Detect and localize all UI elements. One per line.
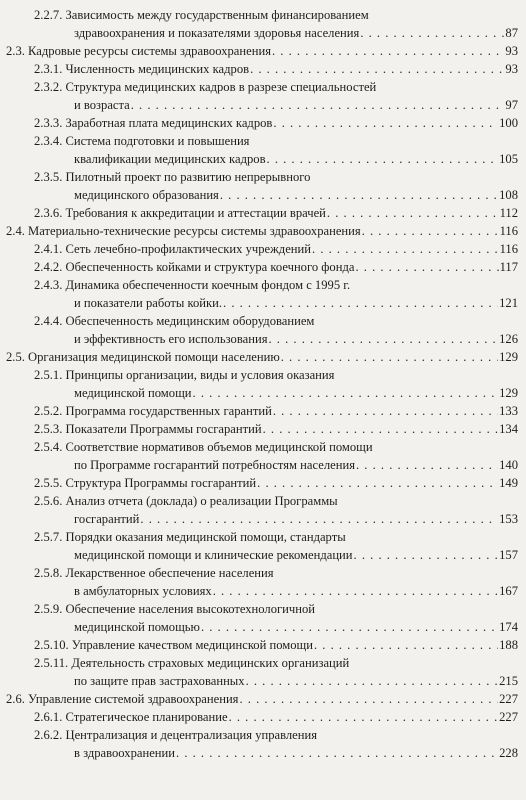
- toc-page-number: 97: [505, 98, 518, 112]
- toc-entry-title: 2.2.7. Зависимость между государственным финансированием: [34, 8, 369, 22]
- toc-entry-line: [0, 258, 526, 276]
- dot-leader: [362, 222, 499, 240]
- dot-leader: [239, 690, 498, 708]
- toc-entry-title: медицинской помощи: [74, 386, 192, 400]
- toc-page-number: 100: [499, 116, 518, 130]
- toc-entry-line: [0, 546, 526, 564]
- toc-page-number: 93: [505, 44, 518, 58]
- dot-leader: [246, 672, 499, 690]
- toc-entry[interactable]: [0, 276, 526, 312]
- toc-entry[interactable]: [0, 726, 526, 762]
- toc-entry-title: 2.5.8. Лекарственное обеспечение населения: [34, 566, 274, 580]
- toc-page-number: 134: [499, 422, 518, 436]
- toc-entry[interactable]: [0, 708, 526, 726]
- toc-entry[interactable]: [0, 420, 526, 438]
- dot-leader: [140, 510, 498, 528]
- toc-page-number: 133: [499, 404, 518, 418]
- toc-entry-title: медицинского образования: [74, 188, 219, 202]
- toc-entry-line: [0, 510, 526, 528]
- toc-entry[interactable]: [0, 6, 526, 42]
- toc-entry-title: 2.3.1. Численность медицинских кадров: [34, 62, 250, 76]
- toc-entry-line: [0, 222, 526, 240]
- toc-page-number: 228: [499, 746, 518, 760]
- dot-leader: [269, 330, 499, 348]
- toc-entry-title: 2.3. Кадровые ресурсы системы здравоохранения: [6, 44, 271, 58]
- toc-entry-line: [0, 60, 526, 78]
- toc-page-number: 215: [499, 674, 518, 688]
- toc-entry-title: 2.5.5. Структура Программы госгарантий: [34, 476, 257, 490]
- toc-entry-line: [0, 438, 526, 456]
- dot-leader: [201, 618, 498, 636]
- toc-page-number: 129: [499, 350, 518, 364]
- toc-entry-line: [0, 96, 526, 114]
- toc-entry-line: [0, 654, 526, 672]
- toc-page-number: 121: [499, 296, 518, 310]
- dot-leader: [193, 384, 499, 402]
- dot-leader: [176, 744, 498, 762]
- toc-page-number: 140: [499, 458, 518, 472]
- toc-entry-line: [0, 150, 526, 168]
- toc-entry-title: 2.4.2. Обеспеченность койками и структура коечного фонда: [34, 260, 355, 274]
- toc-entry-title: 2.5.9. Обеспечение населения высокотехнологичной: [34, 602, 316, 616]
- toc-entry-line: [0, 132, 526, 150]
- toc-page-number: 227: [499, 710, 518, 724]
- dot-leader: [327, 204, 499, 222]
- toc-entry[interactable]: [0, 528, 526, 564]
- toc-entry-title: 2.4.3. Динамика обеспеченности коечным фондом с 1995 г.: [34, 278, 351, 292]
- toc-entry-title: квалификации медицинских кадров: [74, 152, 266, 166]
- toc-entry[interactable]: [0, 600, 526, 636]
- toc-entry-title: 2.3.5. Пилотный проект по развитию непрерывного: [34, 170, 311, 184]
- toc-entry-line: [0, 672, 526, 690]
- toc-page-number: 227: [499, 692, 518, 706]
- toc-entry-title: 2.6. Управление системой здравоохранения: [6, 692, 239, 706]
- dot-leader: [213, 582, 498, 600]
- dot-leader: [229, 708, 499, 726]
- toc-page-number: 87: [505, 26, 518, 40]
- dot-leader: [257, 474, 498, 492]
- dot-leader: [223, 294, 498, 312]
- toc-entry-title: и возраста: [74, 98, 130, 112]
- dot-leader: [220, 186, 498, 204]
- toc-entry[interactable]: [0, 474, 526, 492]
- toc-entry-line: [0, 492, 526, 510]
- toc-entry[interactable]: [0, 168, 526, 204]
- toc-entry-line: [0, 312, 526, 330]
- dot-leader: [356, 456, 498, 474]
- toc-page-number: 188: [499, 638, 518, 652]
- toc-entry-line: [0, 402, 526, 420]
- dot-leader: [273, 114, 498, 132]
- toc-entry[interactable]: [0, 438, 526, 474]
- toc-entry-title: 2.5.6. Анализ отчета (доклада) о реализации Программы: [34, 494, 338, 508]
- toc-page-number: 93: [505, 62, 518, 76]
- toc-entry[interactable]: [0, 690, 526, 708]
- toc-entry-title: 2.5.7. Порядки оказания медицинской помощи, стандарты: [34, 530, 346, 544]
- toc-entry-line: [0, 168, 526, 186]
- toc-entry-title: 2.3.2. Структура медицинских кадров в разрезе специальностей: [34, 80, 377, 94]
- toc-entry[interactable]: [0, 654, 526, 690]
- dot-leader: [314, 636, 498, 654]
- toc-entry-line: [0, 240, 526, 258]
- toc-entry-line: [0, 114, 526, 132]
- toc-page-number: 153: [499, 512, 518, 526]
- toc-entry-title: 2.4.1. Сеть лечебно-профилактических учреждений: [34, 242, 312, 256]
- toc-entry-title: 2.5. Организация медицинской помощи населению: [6, 350, 280, 364]
- toc-entry-title: 2.6.2. Централизация и децентрализация управления: [34, 728, 318, 742]
- toc-entry-title: 2.3.6. Требования к аккредитации и аттестации врачей: [34, 206, 326, 220]
- toc-entry-title: медицинской помощью: [74, 620, 200, 634]
- toc-entry[interactable]: [0, 366, 526, 402]
- toc-entry-title: 2.4. Материально-технические ресурсы системы здравоохранения: [6, 224, 361, 238]
- toc-entry[interactable]: [0, 132, 526, 168]
- dot-leader: [263, 420, 499, 438]
- toc-entry-title: 2.6.1. Стратегическое планирование: [34, 710, 228, 724]
- toc-entry-line: [0, 564, 526, 582]
- toc-entry-line: [0, 618, 526, 636]
- dot-leader: [131, 96, 505, 114]
- toc-entry-title: 2.5.3. Показатели Программы госгарантий: [34, 422, 262, 436]
- toc-entry-line: [0, 690, 526, 708]
- toc-entry-title: медицинской помощи и клинические рекомендации: [74, 548, 353, 562]
- toc-entry-line: [0, 528, 526, 546]
- toc-entry-title: 2.5.1. Принципы организации, виды и условия оказания: [34, 368, 335, 382]
- toc-entry[interactable]: [0, 312, 526, 348]
- toc-entry-line: [0, 6, 526, 24]
- toc-entry[interactable]: [0, 564, 526, 600]
- toc-entry-title: 2.5.11. Деятельность страховых медицинских организаций: [34, 656, 350, 670]
- toc-entry-line: [0, 600, 526, 618]
- dot-leader: [360, 24, 504, 42]
- toc-entry[interactable]: [0, 258, 526, 276]
- toc-entry-line: [0, 456, 526, 474]
- toc-entry-line: [0, 708, 526, 726]
- dot-leader: [281, 348, 498, 366]
- toc-entry-title: и эффективность его использования: [74, 332, 268, 346]
- toc-entry[interactable]: [0, 348, 526, 366]
- toc-entry-line: [0, 744, 526, 762]
- toc-page-number: 157: [499, 548, 518, 562]
- toc-entry-line: [0, 204, 526, 222]
- toc-entry-title: в амбулаторных условиях: [74, 584, 212, 598]
- toc-entry-line: [0, 186, 526, 204]
- toc-entry[interactable]: [0, 204, 526, 222]
- toc-entry[interactable]: [0, 222, 526, 240]
- toc-entry-line: [0, 582, 526, 600]
- toc-entry-line: [0, 330, 526, 348]
- dot-leader: [250, 60, 504, 78]
- toc-entry[interactable]: [0, 114, 526, 132]
- toc-entry-title: здравоохранения и показателями здоровья населения: [74, 26, 360, 40]
- toc-page-number: 116: [499, 224, 518, 238]
- toc-entry-title: и показатели работы койки.: [74, 296, 223, 310]
- toc-entry-line: [0, 726, 526, 744]
- toc-page-number: 117: [499, 260, 518, 274]
- toc-entry-title: 2.5.2. Программа государственных гарантий: [34, 404, 272, 418]
- dot-leader: [355, 258, 498, 276]
- toc-entry-title: 2.5.10. Управление качеством медицинской помощи: [34, 638, 313, 652]
- toc-entry[interactable]: [0, 240, 526, 258]
- toc-entry-title: 2.3.4. Система подготовки и повышения: [34, 134, 250, 148]
- dot-leader: [312, 240, 499, 258]
- toc-entry-line: [0, 24, 526, 42]
- toc-entry-title: по защите прав застрахованных: [74, 674, 245, 688]
- toc-entry-line: [0, 42, 526, 60]
- toc-entry-line: [0, 294, 526, 312]
- toc-entry-line: [0, 276, 526, 294]
- toc-entry-line: [0, 366, 526, 384]
- toc-page-number: 112: [499, 206, 518, 220]
- toc-entry[interactable]: [0, 42, 526, 60]
- toc-page-number: 116: [499, 242, 518, 256]
- toc-entry-line: [0, 636, 526, 654]
- toc-entry-title: по Программе госгарантий потребностям населения: [74, 458, 355, 472]
- dot-leader: [273, 402, 498, 420]
- toc-entry-line: [0, 420, 526, 438]
- toc-entry-line: [0, 474, 526, 492]
- toc-page-number: 174: [499, 620, 518, 634]
- toc-entry[interactable]: [0, 636, 526, 654]
- toc-entry[interactable]: [0, 402, 526, 420]
- toc-entry-title: 2.3.3. Заработная плата медицинских кадров: [34, 116, 273, 130]
- toc-page-number: 129: [499, 386, 518, 400]
- toc-entry-line: [0, 78, 526, 96]
- toc-entry[interactable]: [0, 78, 526, 114]
- toc-entry[interactable]: [0, 492, 526, 528]
- toc-entry-title: 2.4.4. Обеспеченность медицинским оборудованием: [34, 314, 315, 328]
- toc-entry-title: в здравоохранении: [74, 746, 176, 760]
- toc-page-number: 167: [499, 584, 518, 598]
- toc-page-number: 108: [499, 188, 518, 202]
- toc-page-number: 126: [499, 332, 518, 346]
- toc-entry[interactable]: [0, 60, 526, 78]
- toc-entry-title: госгарантий: [74, 512, 140, 526]
- toc-entry-line: [0, 348, 526, 366]
- dot-leader: [272, 42, 504, 60]
- toc-entry-title: 2.5.4. Соответствие нормативов объемов медицинской помощи: [34, 440, 373, 454]
- toc-page-number: 149: [499, 476, 518, 490]
- dot-leader: [354, 546, 499, 564]
- toc-page-number: 105: [499, 152, 518, 166]
- toc-entry-line: [0, 384, 526, 402]
- dot-leader: [267, 150, 499, 168]
